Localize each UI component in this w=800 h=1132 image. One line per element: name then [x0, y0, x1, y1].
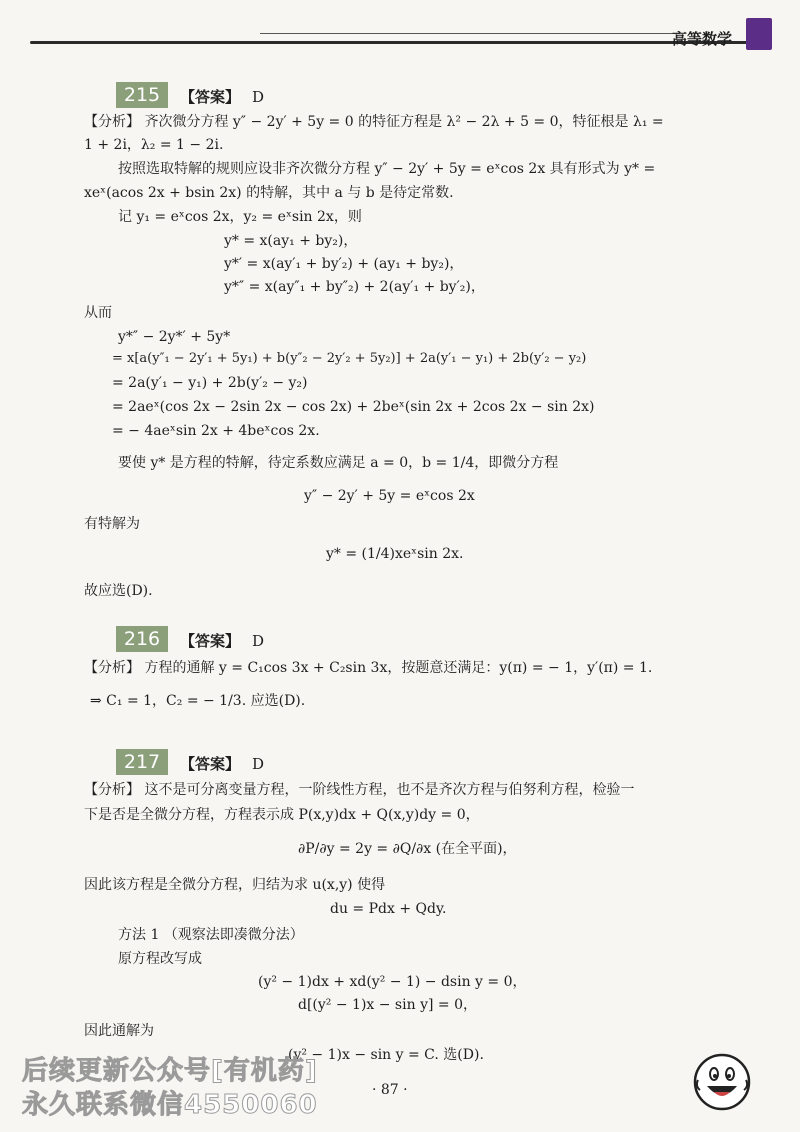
formula-line: d[(y² − 1)x − sin y] = 0，	[298, 997, 477, 1013]
watermark-line: 后续更新公众号[有机药]	[22, 1056, 318, 1086]
header-title: 高等数学	[672, 30, 733, 48]
formula-line: (y² − 1)dx + xd(y² − 1) − dsin y = 0，	[258, 974, 527, 990]
answer-label: 【答案】	[180, 88, 241, 106]
analysis-line: 有特解为	[84, 516, 140, 532]
formula-line: y* = x(ay₁ + by₂)，	[224, 233, 358, 249]
formula-line: ∂P/∂y = 2y = ∂Q/∂x (在全平面)，	[298, 841, 517, 857]
answer-value: D	[252, 755, 265, 773]
analysis-line: 下是否是全微分方程，方程表示成 P(x,y)dx + Q(x,y)dy = 0，	[84, 807, 480, 823]
answer-heading	[180, 753, 264, 774]
analysis-line: 按照选取特解的规则应设非齐次微分方程 y″ − 2y′ + 5y = eˣcos 2x 具有形式为 y* =	[118, 161, 656, 177]
answer-label: 【答案】	[180, 755, 241, 773]
analysis-line: 从而	[84, 305, 112, 321]
question-number-badge: 215	[116, 82, 168, 108]
answer-value: D	[252, 632, 265, 650]
smiley-icon	[692, 1052, 752, 1112]
analysis-line: 【分析】 这不是可分离变量方程，一阶线性方程，也不是齐次方程与伯努利方程，检验一	[84, 782, 635, 798]
formula-line: = 2a(y′₁ − y₁) + 2b(y′₂ − y₂)	[112, 375, 308, 391]
answer-heading	[180, 630, 264, 651]
watermark-line: 永久联系微信4550060	[22, 1090, 318, 1120]
analysis-line: 【分析】 方程的通解 y = C₁cos 3x + C₂sin 3x，按题意还满足：y(π) = − 1，y′(π) = 1.	[84, 660, 653, 676]
chapter-tab	[746, 18, 772, 50]
answer-label: 【答案】	[180, 632, 241, 650]
header-rule	[30, 41, 750, 44]
analysis-line: 因此通解为	[84, 1023, 154, 1039]
formula-line: y*′ = x(ay′₁ + by′₂) + (ay₁ + by₂)，	[224, 256, 464, 272]
answer-value: D	[252, 88, 265, 106]
question-number-badge: 216	[116, 626, 168, 652]
method-heading: 方法 1 （观察法即凑微分法）	[118, 927, 304, 943]
analysis-line: ⇒ C₁ = 1，C₂ = − 1/3. 应选(D).	[90, 693, 306, 709]
analysis-line: xeˣ(acos 2x + bsin 2x) 的特解，其中 a 与 b 是待定常数.	[84, 185, 454, 201]
formula-line: y*″ = x(ay″₁ + by″₂) + 2(ay′₁ + by′₂)，	[224, 279, 485, 295]
conclusion-line: 故应选(D).	[84, 583, 153, 599]
page-number: · 87 ·	[372, 1082, 408, 1098]
formula-line: y″ − 2y′ + 5y = eˣcos 2x	[304, 488, 475, 504]
answer-heading	[180, 86, 264, 107]
analysis-line: 记 y₁ = eˣcos 2x，y₂ = eˣsin 2x，则	[118, 209, 362, 225]
formula-line: y*″ − 2y*′ + 5y*	[118, 329, 231, 345]
formula-line: = − 4aeˣsin 2x + 4beˣcos 2x.	[112, 423, 320, 439]
analysis-line: 1 + 2i，λ₂ = 1 − 2i.	[84, 137, 224, 153]
header-rule-thin	[260, 33, 680, 34]
analysis-line: 原方程改写成	[118, 951, 202, 967]
formula-line: du = Pdx + Qdy.	[330, 901, 447, 917]
formula-line: (y² − 1)x − sin y = C. 选(D).	[288, 1047, 484, 1063]
question-number-badge: 217	[116, 749, 168, 775]
formula-line: = 2aeˣ(cos 2x − 2sin 2x − cos 2x) + 2beˣ(sin 2x + 2cos 2x − sin 2x)	[112, 399, 595, 415]
analysis-line: 要使 y* 是方程的特解，待定系数应满足 a = 0，b = 1/4，即微分方程	[118, 455, 559, 471]
analysis-line: 因此该方程是全微分方程，归结为求 u(x,y) 使得	[84, 877, 386, 893]
formula-line: y* = (1/4)xeˣsin 2x.	[326, 546, 464, 562]
analysis-line: 【分析】 齐次微分方程 y″ − 2y′ + 5y = 0 的特征方程是 λ² − 2λ + 5 = 0，特征根是 λ₁ =	[84, 114, 664, 130]
formula-line: = x[a(y″₁ − 2y′₁ + 5y₁) + b(y″₂ − 2y′₂ + 5y₂)] + 2a(y′₁ − y₁) + 2b(y′₂ − y₂)	[112, 351, 587, 366]
